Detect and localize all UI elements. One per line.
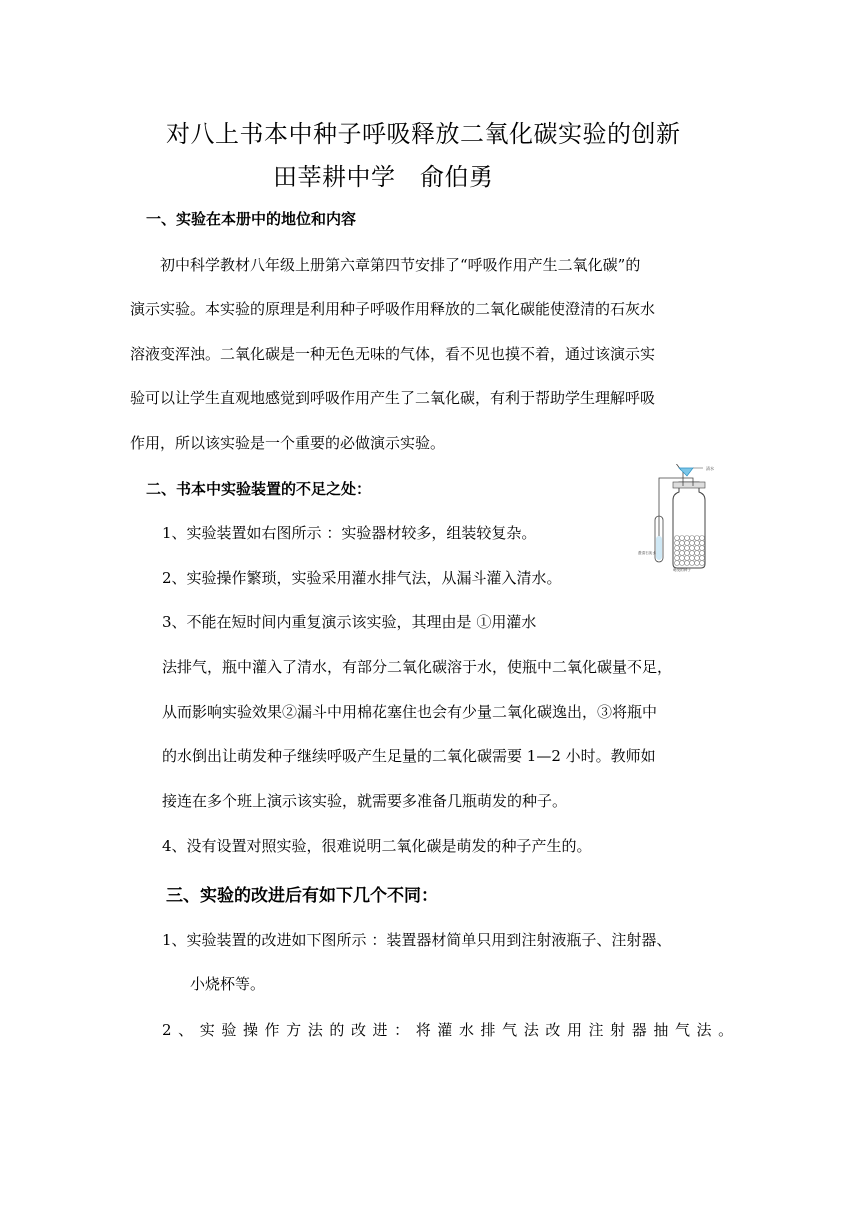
figure-label-bottle: 萌发的种子: [673, 568, 691, 572]
document-title: 对八上书本中种子呼吸释放二氧化碳实验的创新: [166, 120, 681, 148]
section-3-item-1-cont: 小烧杯等。: [190, 975, 266, 993]
section-2-item-3-line: 法排气，瓶中灌入了清水，有部分二氧化碳溶于水，使瓶中二氧化碳量不足，: [162, 658, 673, 676]
section-1-line: 验可以让学生直观地感觉到呼吸作用产生了二氧化碳，有利于帮助学生理解呼吸: [130, 389, 656, 407]
section-2-item-3-line: 从而影响实验效果②漏斗中用棉花塞住也会有少量二氧化碳逸出，③将瓶中: [162, 703, 658, 721]
document-author: 田莘耕中学 俞伯勇: [273, 163, 494, 191]
section-1-line: 作用，所以该实验是一个重要的必做演示实验。: [130, 434, 446, 452]
section-2-item-2: 2、实验操作繁琐，实验采用灌水排气法，从漏斗灌入清水。: [162, 569, 562, 587]
figure-label-funnel: 清水: [706, 466, 714, 471]
section-2-item-3-line: 的水倒出让萌发种子继续呼吸产生足量的二氧化碳需要 1—2 小时。教师如: [162, 747, 656, 765]
section-3-heading: 三、实验的改进后有如下几个不同：: [166, 886, 438, 906]
section-1-line: 初中科学教材八年级上册第六章第四节安排了“呼吸作用产生二氧化碳”的: [160, 256, 641, 274]
experiment-apparatus-figure: [637, 464, 729, 572]
section-2-item-1: 1、实验装置如右图所示 ：实验器材较多，组装较复杂。: [162, 524, 537, 542]
section-3-item-1: 1、实验装置的改进如下图所示 ：装置器材简单只用到注射液瓶子、注射器、: [162, 931, 672, 949]
figure-label-tube: 澄清石灰水: [638, 551, 656, 555]
section-1-heading: 一、实验在本册中的地位和内容: [146, 210, 357, 228]
section-2-item-3-line: 接连在多个班上演示该实验，就需要多准备几瓶萌发的种子。: [162, 792, 568, 810]
section-2-heading: 二、书本中实验装置的不足之处：: [146, 480, 372, 498]
section-3-item-2: 2、实验操作方法的改进：将灌水排气法改用注射器抽气法。: [162, 1021, 740, 1039]
section-1-line: 溶液变浑浊。二氧化碳是一种无色无味的气体，看不见也摸不着，通过该演示实: [130, 345, 656, 363]
section-2-item-3: 3、不能在短时间内重复演示该实验，其理由是 ①用灌水: [162, 613, 537, 631]
section-1-line: 演示实验。本实验的原理是利用种子呼吸作用释放的二氧化碳能使澄清的石灰水: [130, 300, 656, 318]
section-2-item-4: 4、没有设置对照实验，很难说明二氧化碳是萌发的种子产生的。: [162, 837, 592, 855]
